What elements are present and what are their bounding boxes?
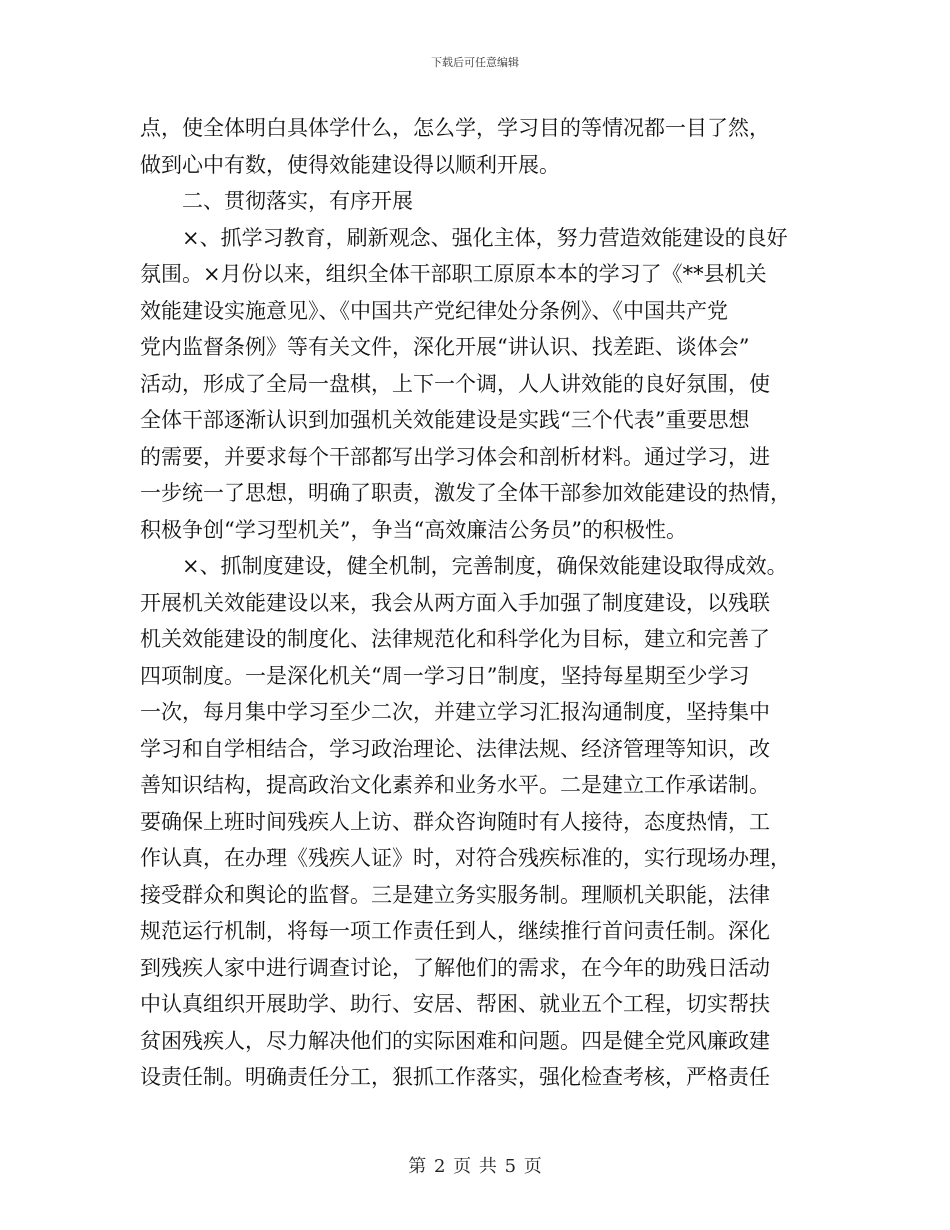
text-line: 学习和自学相结合，学习政治理论、法律法规、经济管理等知识，改 <box>140 736 770 761</box>
text-line: 一次，每月集中学习至少二次，并建立学习汇报沟通制度，坚持集中 <box>140 700 770 724</box>
text-line: 作认真，在办理《残疾人证》时，对符合残疾标准的，实行现场办理， <box>140 846 791 870</box>
text-line: 机关效能建设的制度化、法律规范化和科学化为目标，建立和完善了 <box>140 627 770 651</box>
text-line: 活动，形成了全局一盘棋，上下一个调，人人讲效能的良好氛围，使 <box>140 371 770 396</box>
text-line: 要确保上班时间残疾人上访、群众咨询随时有人接待，态度热情，工 <box>140 809 770 834</box>
text-line: ×、抓学习教育，刷新观念、强化主体，努力营造效能建设的良好 <box>140 225 788 250</box>
text-line: 氛围。×月份以来，组织全体干部职工原原本本的学习了《**县机关 <box>140 262 767 286</box>
text-line: 全体干部逐渐认识到加强机关效能建设是实践“三个代表”重要思想 <box>140 408 750 432</box>
text-line: 规范运行机制，将每一项工作责任到人，继续推行首问责任制。深化 <box>140 919 770 943</box>
text-line: 党内监督条例》等有关文件，深化开展“讲认识、找差距、谈体会” <box>140 335 750 359</box>
text-line: 积极争创“学习型机关”，争当“高效廉洁公务员”的积极性。 <box>140 517 687 542</box>
text-line: 点，使全体明白具体学什么，怎么学，学习目的等情况都一目了然， <box>140 116 770 140</box>
text-line: 设责任制。明确责任分工，狠抓工作落实，强化检查考核，严格责任 <box>140 1065 770 1089</box>
text-line: 一步统一了思想，明确了职责，激发了全体干部参加效能建设的热情， <box>140 481 791 505</box>
page-number-footer: 第 2 页 共 5 页 <box>408 1156 542 1177</box>
section-heading: 二、贯彻落实，有序开展 <box>140 189 413 213</box>
text-line: ×、抓制度建设，健全机制，完善制度，确保效能建设取得成效。 <box>140 554 788 578</box>
text-line: 四项制度。一是深化机关“周一学习日”制度，坚持每星期至少学习 <box>140 663 750 688</box>
text-line: 的需要，并要求每个干部都写出学习体会和剖析材料。通过学习，进 <box>140 444 770 469</box>
text-line: 做到心中有数，使得效能建设得以顺利开展。 <box>140 152 560 177</box>
document-body <box>140 110 820 1096</box>
text-line: 善知识结构，提高政治文化素养和业务水平。二是建立工作承诺制。 <box>140 773 770 797</box>
text-line: 到残疾人家中进行调查讨论，了解他们的需求，在今年的助残日活动 <box>140 955 770 980</box>
text-line: 接受群众和舆论的监督。三是建立务实服务制。理顺机关职能，法律 <box>140 882 770 907</box>
text-line: 贫困残疾人，尽力解决他们的实际困难和问题。四是健全党风廉政建 <box>140 1028 770 1053</box>
page-header-note: 下载后可任意编辑 <box>431 56 519 69</box>
text-line: 中认真组织开展助学、助行、安居、帮困、就业五个工程，切实帮扶 <box>140 992 770 1016</box>
text-line: 效能建设实施意见》、《中国共产党纪律处分条例》、《中国共产党 <box>140 298 728 323</box>
text-line: 开展机关效能建设以来，我会从两方面入手加强了制度建设，以残联 <box>140 590 770 615</box>
